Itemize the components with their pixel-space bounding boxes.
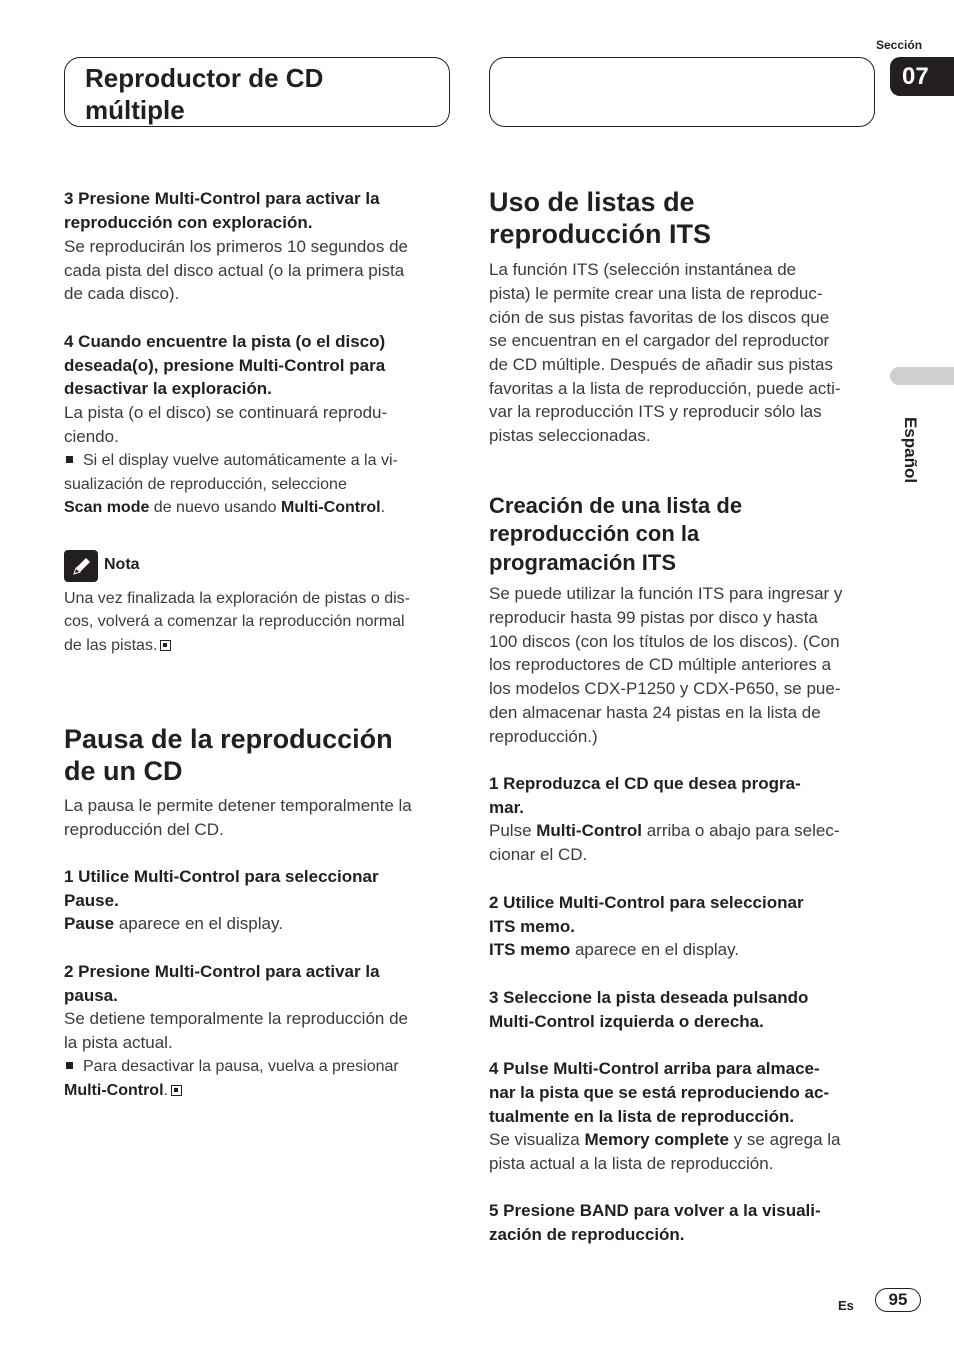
its-step2-heading-line2: ITS memo. [489,917,575,936]
pause-step2-heading-line2: pausa. [64,986,118,1005]
note-pencil-icon [64,550,98,582]
end-mark-icon [171,1085,182,1096]
pause-step2-bullet-line2: Multi-Control. [64,1079,182,1103]
its-step5-heading-line1: 5 Presione BAND para volver a la visuali- [489,1201,821,1220]
its-step2-heading-line1: 2 Utilice Multi-Control para seleccionar [489,893,804,912]
nota-line3: de las pistas. [64,634,171,658]
its-step3-heading-line1: 3 Seleccione la pista deseada pulsando [489,988,809,1007]
pause-step1-heading-line1: 1 Utilice Multi-Control para seleccionar [64,867,379,886]
section-label: Sección [876,38,923,52]
step3-heading-line1: 3 Presione Multi-Control para activar la [64,189,380,208]
its-section-title-line2: reproducción ITS [489,219,712,249]
its-body-line6: favoritas a la lista de reproducción, puede acti- [489,379,841,398]
end-mark-icon [160,640,171,651]
its-step1-body-line1: Pulse Multi-Control arriba o abajo para selec- [489,821,840,840]
step4-heading-line3: desactivar la exploración. [64,379,272,398]
create-body-line6: den almacenar hasta 24 pistas en la lista de [489,703,821,722]
its-body-line1: La función ITS (selección instantánea de [489,260,797,279]
its-body-line2: pista) le permite crear una lista de reproduc- [489,284,823,303]
chapter-title-line1: Reproductor de CD [85,63,324,93]
step4-body-line1: La pista (o el disco) se continuará reprodu- [64,403,388,422]
step3-body-line3: de cada disco). [64,284,180,303]
create-body-line5: los modelos CDX-P1250 y CDX-P650, se pue- [489,679,841,698]
create-body-line1: Se puede utilizar la función ITS para ingresar y [489,584,843,603]
nota-line2: cos, volverá a comenzar la reproducción normal [64,613,405,630]
its-body-line5: de CD múltiple. Después de añadir sus pistas [489,355,833,374]
step4-bullet-line1: Si el display vuelve automáticamente a la vi- [64,449,398,473]
pause-step2-body-line1: Se detiene temporalmente la reproducción de [64,1009,408,1028]
pause-step1-heading-line2: Pause. [64,891,119,910]
its-body-line8: pistas seleccionadas. [489,426,651,445]
step3-body-line2: cada pista del disco actual (o la primera pista [64,261,405,280]
create-body-line4: los reproductores de CD múltiple anteriores a [489,655,832,674]
its-section-title-line1: Uso de listas de [489,187,695,217]
its-body-line7: var la reproducción ITS y reproducir sólo las [489,402,822,421]
its-step4-heading-line1: 4 Pulse Multi-Control arriba para almace- [489,1059,820,1078]
its-step4-body-line2: pista actual a la lista de reproducción. [489,1154,774,1173]
step4-heading-line1: 4 Cuando encuentre la pista (o el disco) [64,332,386,351]
pause-step1-body: Pause aparece en el display. [64,914,283,933]
its-step1-heading-line2: mar. [489,798,524,817]
page-number: 95 [875,1288,921,1312]
nota-line1: Una vez finalizada la exploración de pistas o dis- [64,590,410,607]
step4-body-line2: ciendo. [64,427,119,446]
its-step4-body-line1: Se visualiza Memory complete y se agrega la [489,1130,841,1149]
footer-language-code: Es [838,1298,854,1313]
pause-step2-body-line2: la pista actual. [64,1033,173,1052]
create-body-line2: reproducir hasta 99 pistas por disco y hasta [489,608,818,627]
language-tab [890,367,954,385]
section-number-tab: 07 [890,57,954,96]
chapter-title-line2: múltiple [85,95,185,125]
nota-label: Nota [104,556,140,573]
language-label: Español [901,416,920,484]
step4-bullet-line3: Scan mode de nuevo usando Multi-Control. [64,499,386,516]
bullet-icon [66,1062,73,1069]
its-step5-heading-line2: zación de reproducción. [489,1225,685,1244]
its-step1-heading-line1: 1 Reproduzca el CD que desea progra- [489,774,801,793]
pause-step2-bullet-line1: Para desactivar la pausa, vuelva a presionar [64,1055,399,1079]
pause-intro-line1: La pausa le permite detener temporalmente la [64,796,412,815]
create-section-title-line3: programación ITS [489,550,677,575]
create-section-title-line1: Creación de una lista de [489,493,743,518]
step4-heading-line2: deseada(o), presione Multi-Control para [64,356,386,375]
pause-intro-line2: reproducción del CD. [64,820,224,839]
its-step3-heading-line2: Multi-Control izquierda o derecha. [489,1012,764,1031]
step3-heading-line2: reproducción con exploración. [64,213,313,232]
its-step4-heading-line2: nar la pista que se está reproduciendo ac- [489,1083,830,1102]
its-body-line4: se encuentran en el cargador del reproductor [489,331,830,350]
step4-bullet-line2: sualización de reproducción, seleccione [64,476,347,493]
create-section-title-line2: reproducción con la [489,521,700,546]
its-body-line3: ción de sus pistas favoritas de los discos que [489,308,830,327]
its-step4-heading-line3: tualmente en la lista de reproducción. [489,1107,795,1126]
chapter-title [85,62,425,126]
create-body-line3: 100 discos (con los títulos de los discos). (Con [489,632,840,651]
pause-section-title-line1: Pausa de la reproducción [64,724,393,754]
step3-body-line1: Se reproducirán los primeros 10 segundos de [64,237,408,256]
pause-section-title-line2: de un CD [64,756,183,786]
header-empty-box [489,57,875,127]
its-step1-body-line2: cionar el CD. [489,845,588,864]
header-title-box [64,57,450,127]
its-step2-body: ITS memo aparece en el display. [489,940,740,959]
pause-step2-heading-line1: 2 Presione Multi-Control para activar la [64,962,380,981]
bullet-icon [66,456,73,463]
create-body-line7: reproducción.) [489,727,598,746]
